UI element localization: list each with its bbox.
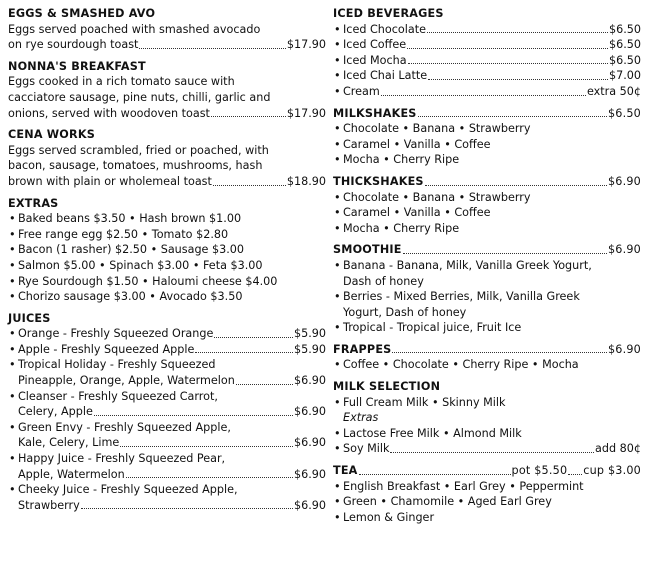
list-item: • Lactose Free Milk • Almond Milk (333, 426, 641, 442)
section-title: MILK SELECTION (333, 380, 441, 394)
item-description: cacciatore sausage, pine nuts, chilli, garlic and (8, 90, 271, 104)
list-item: • Banana - Banana, Milk, Vanilla Greek Yogurt, Dash of honey (333, 258, 641, 289)
item-price: $6.90 (293, 498, 326, 512)
smoothie-list (333, 258, 641, 336)
item-price: $6.90 (293, 405, 326, 419)
list-item: • Berries - Mixed Berries, Milk, Vanilla Greek Yogurt, Dash of honey (333, 289, 641, 320)
list-item: • Green Envy - Freshly Squeezed Apple, Kale, Celery, Lime $6.90 (8, 420, 326, 451)
list-item: • Cheeky Juice - Freshly Squeezed Apple, Strawberry $6.90 (8, 482, 326, 513)
frappes-list (333, 357, 641, 373)
section-title: SMOOTHIE $6.90 (333, 243, 641, 257)
list-item: • Tropical - Tropical juice, Fruit Ice (333, 320, 641, 336)
list-item: • Chocolate • Banana • Strawberry (333, 190, 641, 206)
leader-dots (425, 182, 607, 186)
leader-dots (94, 412, 293, 416)
leader-dots (568, 471, 582, 475)
section-title: MILKSHAKES $6.50 (333, 106, 641, 120)
item-price: $6.50 (608, 53, 641, 67)
leader-dots (418, 113, 607, 117)
section-frappes (333, 342, 641, 373)
section-eggs-smashed-avo (8, 6, 326, 53)
list-item: • Bacon (1 rasher) $2.50 • Sausage $3.00 (8, 242, 326, 258)
item-price: add 80¢ (595, 442, 641, 456)
leader-dots (403, 250, 607, 254)
list-item: • Chorizo sausage $3.00 • Avocado $3.50 (8, 289, 326, 305)
list-item: • Mocha • Cherry Ripe (333, 221, 641, 237)
section-milk-selection (333, 379, 641, 457)
list-item: • Apple - Freshly Squeezed Apple $5.90 (8, 342, 326, 358)
list-item: • Soy Milk add 80¢ (333, 441, 641, 457)
list-item: • Iced Coffee $6.50 (333, 37, 641, 53)
tea-cup-price: cup $3.00 (583, 464, 641, 478)
leader-dots (427, 29, 608, 33)
list-item: • English Breakfast • Earl Grey • Peppermint (333, 479, 641, 495)
section-cena-works (8, 127, 326, 189)
leader-dots (195, 349, 293, 353)
item-price: $6.50 (608, 22, 641, 36)
item-price: $6.90 (293, 374, 326, 388)
leader-dots (81, 505, 293, 509)
leader-dots (120, 443, 293, 447)
section-title: EGGS & SMASHED AVO (8, 7, 156, 20)
milk-list (333, 395, 641, 457)
leader-dots (381, 92, 586, 96)
item-price: $5.90 (293, 342, 326, 356)
item-description: Eggs served poached with smashed avocado (8, 22, 261, 36)
section-iced-beverages (333, 6, 641, 100)
leader-dots (428, 76, 608, 80)
menu-left-column (8, 6, 326, 519)
list-item: • Iced Chai Latte $7.00 (333, 68, 641, 84)
list-item: • Lemon & Ginger (333, 510, 641, 526)
item-price: extra 50¢ (586, 84, 641, 98)
section-nonnas-breakfast (8, 59, 326, 121)
item-description: Eggs cooked in a rich tomato sauce with (8, 75, 235, 89)
item-price: $5.90 (293, 327, 326, 341)
section-price: $6.50 (607, 106, 641, 120)
list-item: • Cleanser - Freshly Squeezed Carrot, Celery, Apple $6.90 (8, 389, 326, 420)
list-item: • Baked beans $3.50 • Hash brown $1.00 (8, 211, 326, 227)
item-price: $18.90 (286, 174, 326, 188)
tea-pot-price: pot $5.50 (511, 464, 568, 478)
section-title: THICKSHAKES $6.90 (333, 174, 641, 188)
item-price: $17.90 (286, 106, 326, 120)
section-title: TEA pot $5.50 cup $3.00 (333, 464, 641, 478)
item-price-line: onions, served with woodoven toast $17.90 (8, 106, 326, 120)
item-price-line: on rye sourdough toast $17.90 (8, 38, 326, 52)
list-item: • Iced Mocha $6.50 (333, 53, 641, 69)
list-item: • Full Cream Milk • Skinny Milk Extras (333, 395, 641, 426)
item-price-line: brown with plain or wholemeal toast $18.90 (8, 174, 326, 188)
tea-list (333, 479, 641, 526)
list-item: • Chocolate • Banana • Strawberry (333, 121, 641, 137)
leader-dots (213, 182, 286, 186)
section-title: NONNA'S BREAKFAST (8, 59, 146, 73)
leader-dots (408, 60, 608, 64)
item-price: $6.50 (608, 38, 641, 52)
leader-dots (390, 449, 594, 453)
section-extras (8, 196, 326, 305)
leader-dots (392, 349, 607, 353)
leader-dots (211, 113, 286, 117)
list-item: • Mocha • Cherry Ripe (333, 152, 641, 168)
item-price: $6.90 (293, 467, 326, 481)
list-item: • Tropical Holiday - Freshly Squeezed Pineapple, Orange, Apple, Watermelon $6.90 (8, 357, 326, 388)
list-item: • Green • Chamomile • Aged Earl Grey (333, 494, 641, 510)
milkshakes-list (333, 121, 641, 168)
list-item: • Caramel • Vanilla • Coffee (333, 137, 641, 153)
extras-list (8, 211, 326, 305)
leader-dots (236, 381, 293, 385)
item-description: Eggs served scrambled, fried or poached, with (8, 143, 269, 157)
leader-dots (407, 45, 608, 49)
thickshakes-list (333, 190, 641, 237)
section-tea (333, 463, 641, 525)
section-title: CENA WORKS (8, 128, 95, 142)
list-item: • Free range egg $2.50 • Tomato $2.80 (8, 227, 326, 243)
section-title: FRAPPES $6.90 (333, 342, 641, 356)
item-description: bacon, sausage, tomatoes, mushrooms, hash (8, 159, 263, 173)
item-price: $7.00 (608, 69, 641, 83)
list-item: • Iced Chocolate $6.50 (333, 22, 641, 38)
menu-right-column (333, 6, 641, 531)
section-smoothie (333, 242, 641, 336)
section-title: ICED BEVERAGES (333, 7, 444, 20)
list-item: • Caramel • Vanilla • Coffee (333, 205, 641, 221)
section-title: EXTRAS (8, 196, 59, 210)
list-item: • Happy Juice - Freshly Squeezed Pear, Apple, Watermelon $6.90 (8, 451, 326, 482)
section-milkshakes (333, 106, 641, 168)
section-juices (8, 311, 326, 514)
section-price: $6.90 (607, 342, 641, 356)
list-item: • Orange - Freshly Squeezed Orange $5.90 (8, 326, 326, 342)
item-price: $17.90 (286, 38, 326, 52)
list-item: • Rye Sourdough $1.50 • Haloumi cheese $4.00 (8, 274, 326, 290)
section-price: $6.90 (607, 243, 641, 257)
iced-list (333, 22, 641, 100)
leader-dots (139, 45, 285, 49)
section-thickshakes (333, 174, 641, 236)
juices-list (8, 326, 326, 513)
section-title: JUICES (8, 311, 51, 325)
leader-dots (359, 471, 511, 475)
list-item: • Coffee • Chocolate • Cherry Ripe • Mocha (333, 357, 641, 373)
list-item: • Salmon $5.00 • Spinach $3.00 • Feta $3.00 (8, 258, 326, 274)
list-item: • Cream extra 50¢ (333, 84, 641, 100)
leader-dots (126, 474, 293, 478)
item-price: $6.90 (293, 436, 326, 450)
extras-label: Extras (343, 411, 379, 425)
leader-dots (214, 334, 293, 338)
section-price: $6.90 (607, 174, 641, 188)
